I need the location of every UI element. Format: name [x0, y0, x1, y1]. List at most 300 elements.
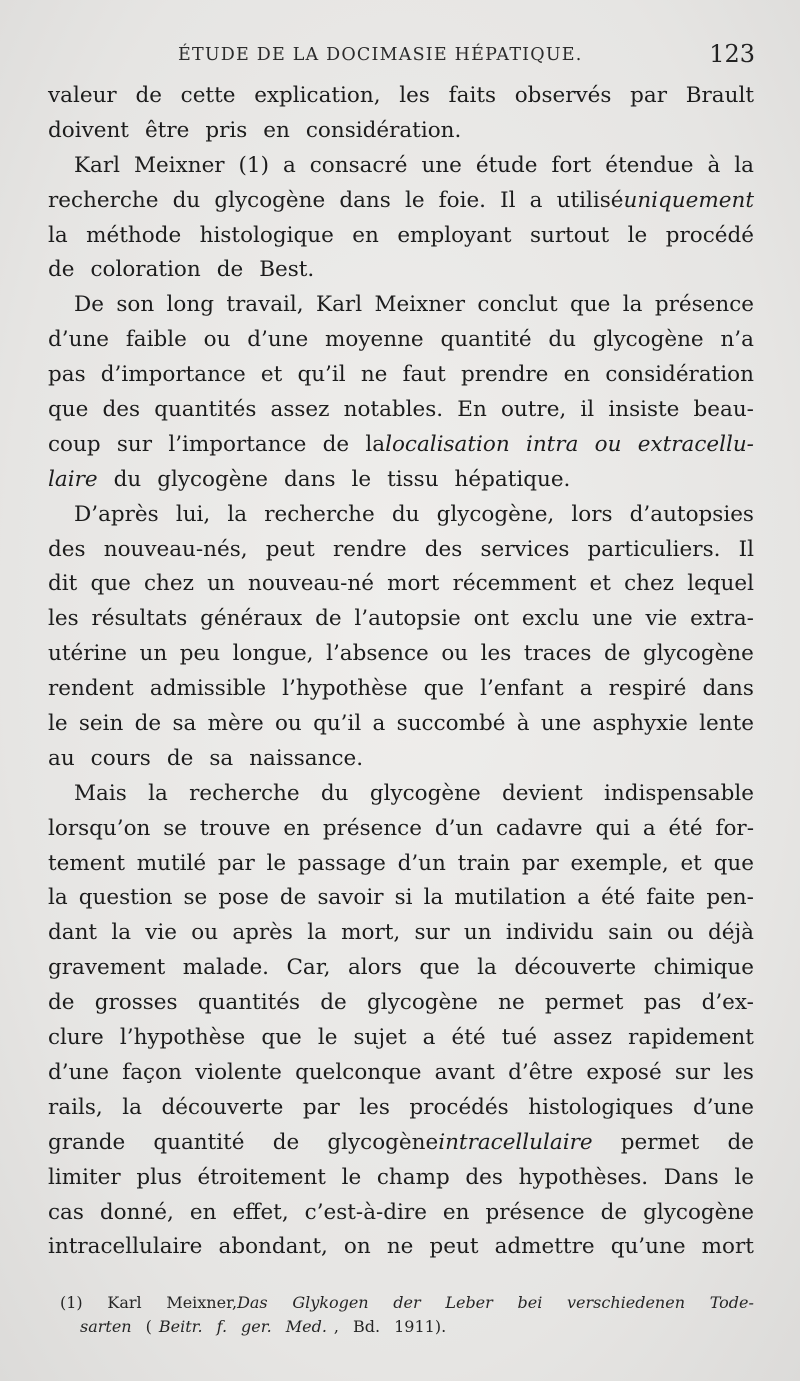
word: vie — [145, 920, 178, 946]
word: malade. — [182, 955, 270, 981]
word: cas — [48, 1199, 84, 1225]
word: de — [315, 606, 342, 632]
word: (1) — [238, 152, 270, 178]
word: recherche — [48, 187, 159, 213]
word: un — [207, 571, 235, 597]
page-number: 123 — [709, 40, 755, 68]
word: dit — [48, 571, 78, 597]
word: mort — [701, 1234, 754, 1260]
body-text — [48, 79, 754, 1265]
word: passage — [297, 850, 386, 876]
word: ger. — [241, 1317, 272, 1336]
word: par — [630, 83, 667, 108]
word: peut — [429, 1234, 479, 1260]
word: n’a — [720, 327, 754, 353]
word: la — [111, 920, 132, 946]
word: étroitement — [197, 1164, 326, 1190]
word: Karl — [107, 1293, 142, 1312]
word: recherche — [264, 501, 375, 527]
word: quantités — [197, 990, 301, 1016]
word: une — [540, 711, 582, 737]
lines-line — [48, 951, 754, 986]
word: hépatique. — [454, 466, 571, 492]
word: qu’il — [313, 711, 362, 737]
word: train — [457, 850, 511, 876]
word: que — [48, 397, 89, 423]
word: d’importance — [100, 362, 246, 388]
word: indispensable — [604, 780, 754, 806]
word: son — [116, 292, 155, 318]
lines-line — [48, 114, 754, 149]
word: lors — [571, 501, 613, 527]
word: la — [307, 920, 327, 946]
word: le — [351, 466, 372, 492]
lines-line — [48, 184, 754, 219]
word: succombé — [396, 711, 506, 737]
word: verschiedenen — [567, 1293, 686, 1312]
word: mutilation — [454, 885, 567, 911]
word: les — [359, 1094, 390, 1120]
word: violente — [195, 1059, 282, 1085]
word: question — [78, 885, 173, 911]
footnote-line — [60, 1315, 754, 1339]
word: rendent — [48, 676, 134, 702]
word: beau- — [693, 397, 754, 423]
word: mort, — [341, 920, 401, 946]
word: ne — [360, 362, 388, 388]
word: dant — [48, 920, 98, 946]
word: Bd. — [353, 1317, 381, 1336]
word: le — [266, 850, 287, 876]
word: avant — [434, 1059, 495, 1085]
word: utérine — [48, 641, 127, 667]
word: sa — [172, 711, 197, 737]
word: de — [272, 1129, 300, 1155]
word: glycogène — [643, 641, 754, 667]
word: du — [172, 187, 201, 213]
word: d’ex- — [701, 990, 754, 1016]
word: ou — [441, 641, 469, 667]
word: et — [589, 571, 611, 597]
word: cette — [180, 83, 236, 108]
lines-line — [48, 393, 754, 428]
word: le — [404, 187, 425, 213]
word: ou — [274, 711, 302, 737]
word: pas — [643, 990, 682, 1016]
word: que — [423, 676, 464, 702]
word: une — [592, 606, 633, 632]
word: long — [166, 292, 214, 318]
word: En — [457, 397, 487, 423]
word: considération — [605, 362, 754, 388]
word: savoir — [317, 885, 384, 911]
word: lequel — [687, 571, 754, 597]
word: Tode- — [709, 1293, 754, 1312]
word: étude — [475, 152, 538, 178]
word: a — [579, 676, 593, 702]
word: notables. — [343, 397, 444, 423]
word: Il — [738, 536, 754, 562]
word: travail, — [226, 292, 304, 318]
word: chez — [143, 571, 194, 597]
word: découverte — [161, 1094, 284, 1120]
word: les — [723, 1059, 754, 1085]
word: un — [463, 920, 492, 946]
word: les — [399, 83, 430, 108]
word: qui — [595, 815, 630, 841]
word: extra- — [690, 606, 754, 632]
word: Meixner,Das — [166, 1293, 268, 1312]
word: du — [320, 780, 349, 806]
word: alors — [347, 955, 402, 981]
word: en — [352, 222, 379, 248]
word: sa — [209, 745, 234, 771]
word: de — [216, 257, 244, 283]
word: d’autopsies — [629, 501, 754, 527]
word: gravement — [48, 955, 166, 981]
lines-line — [48, 428, 754, 463]
word: étendue — [605, 152, 694, 178]
word: un — [139, 641, 168, 667]
word: d’une — [48, 1059, 110, 1085]
word: l’importance — [168, 431, 307, 457]
word: on — [343, 1234, 371, 1260]
word: tué — [501, 1025, 537, 1051]
word: quantité — [440, 327, 532, 353]
word: ou — [191, 920, 219, 946]
word: que — [90, 571, 131, 597]
word: qu’il — [297, 362, 346, 388]
word: peut — [265, 536, 315, 562]
word: a — [372, 711, 386, 737]
word: à — [707, 152, 721, 178]
word: coup — [48, 431, 101, 457]
word: a — [529, 187, 543, 213]
word: coloration — [90, 257, 201, 283]
word: permet — [544, 990, 624, 1016]
word: sur — [674, 1059, 711, 1085]
word: tissu — [387, 466, 439, 492]
word: des — [424, 536, 463, 562]
word: d’être — [508, 1059, 574, 1085]
word: été — [451, 1025, 486, 1051]
word: Mais — [74, 780, 127, 806]
word: d’une — [48, 327, 110, 353]
word: assez — [270, 397, 330, 423]
word: la — [48, 885, 68, 911]
word: la — [48, 222, 68, 248]
page-header — [48, 40, 755, 74]
word: quelconque — [295, 1059, 422, 1085]
word: clure — [48, 1025, 104, 1051]
lines-line — [48, 498, 754, 533]
word: pen- — [706, 885, 754, 911]
word: D’après — [74, 501, 159, 527]
word: par — [302, 1094, 340, 1120]
lines-line — [48, 323, 754, 358]
lines-line — [48, 1126, 754, 1161]
word: Best. — [259, 257, 315, 283]
word: rapidement — [628, 1025, 754, 1051]
lines-line — [48, 533, 754, 568]
word: a — [282, 152, 296, 178]
word: et — [260, 362, 283, 388]
word: glycogène, — [436, 501, 555, 527]
word: Glykogen — [292, 1293, 369, 1312]
word: ont — [473, 606, 510, 632]
word: la — [477, 955, 497, 981]
word: respiré — [608, 676, 687, 702]
word: exclu — [521, 606, 580, 632]
word: Meixner — [374, 292, 466, 318]
word: en — [283, 815, 310, 841]
word: admissible — [149, 676, 267, 702]
word: sur — [116, 431, 153, 457]
word: par — [217, 850, 255, 876]
word: rendre — [332, 536, 407, 562]
word: chez — [624, 571, 675, 597]
word: de — [603, 641, 631, 667]
word: lente — [699, 711, 754, 737]
word: ne — [386, 1234, 414, 1260]
word: (1) — [60, 1293, 83, 1312]
word: de — [48, 990, 75, 1016]
word: déjà — [708, 920, 754, 946]
word: naissance. — [249, 745, 364, 771]
word: Leber — [445, 1293, 493, 1312]
word: limiter — [48, 1164, 121, 1190]
word: de — [322, 431, 350, 457]
word: lorsqu’on — [48, 815, 151, 841]
word: donné, — [99, 1199, 174, 1225]
word: glycogène — [157, 466, 269, 492]
word: surtout — [529, 222, 610, 248]
word: l’autopsie — [354, 606, 461, 632]
word: explication, — [254, 83, 381, 108]
word: chimique — [653, 955, 754, 981]
word: procédés — [409, 1094, 509, 1120]
word: glycogène — [369, 780, 481, 806]
word: Karl — [74, 152, 121, 178]
word: le — [627, 222, 648, 248]
word: façon — [122, 1059, 182, 1085]
word: Il — [500, 187, 516, 213]
word: la — [423, 885, 444, 911]
lines-line — [48, 707, 754, 742]
word: nouveau-né — [247, 571, 374, 597]
word: a — [642, 815, 656, 841]
lines-line — [48, 637, 754, 672]
word: en — [442, 1199, 470, 1225]
word: quantités — [154, 397, 257, 423]
word: conclut — [477, 292, 558, 318]
footnote — [60, 1291, 754, 1339]
word: traces — [523, 641, 592, 667]
word: effet, — [232, 1199, 289, 1225]
word: bei — [517, 1293, 543, 1312]
word: cours — [90, 745, 151, 771]
word: c’est-à-dire — [304, 1199, 427, 1225]
word: ou — [203, 327, 231, 353]
word: des — [48, 536, 86, 562]
word: les — [480, 641, 512, 667]
word: d’une — [692, 1094, 754, 1120]
word: mutilé — [136, 850, 207, 876]
word: de — [166, 745, 194, 771]
word: outre, — [500, 397, 567, 423]
word: grande — [48, 1129, 126, 1155]
word: l’absence — [326, 641, 429, 667]
word: des — [465, 1164, 503, 1190]
lines-line — [48, 567, 754, 602]
word: insiste — [608, 397, 680, 423]
word: du — [113, 466, 142, 492]
word: services — [480, 536, 570, 562]
word: sein — [78, 711, 124, 737]
word: sain — [608, 920, 653, 946]
word: utiliséuniquement — [556, 187, 754, 213]
footnote-line — [60, 1291, 754, 1315]
word: découverte — [514, 955, 637, 981]
word: observés — [514, 83, 612, 108]
word: exemple, — [570, 850, 669, 876]
word: l’enfant — [480, 676, 564, 702]
word: été — [601, 885, 636, 911]
word: admettre — [494, 1234, 595, 1260]
word: intra — [525, 431, 579, 457]
word: de — [134, 711, 162, 737]
word: dans — [339, 187, 391, 213]
lines-line — [48, 1161, 754, 1196]
word: en — [263, 117, 290, 143]
lines-line — [48, 358, 754, 393]
word: lalocalisation — [365, 431, 510, 457]
word: assez — [553, 1025, 612, 1051]
word: doivent — [48, 117, 129, 143]
word: après — [232, 920, 293, 946]
word: l’hypothèse — [119, 1025, 246, 1051]
word: la — [227, 501, 248, 527]
lines-line — [48, 777, 754, 812]
word: présence — [322, 815, 422, 841]
word: présence — [654, 292, 754, 318]
word: faite — [646, 885, 696, 911]
word: si — [394, 885, 413, 911]
word: abondant, — [218, 1234, 328, 1260]
word: en — [189, 1199, 217, 1225]
word: pose — [218, 885, 269, 911]
word: généraux — [200, 606, 303, 632]
lines-line — [48, 253, 754, 288]
word: Karl — [316, 292, 363, 318]
word: histologique — [199, 222, 334, 248]
word: for- — [715, 815, 754, 841]
running-title: ÉTUDE DE LA DOCIMASIE HÉPATIQUE. — [178, 45, 583, 65]
word: sujet — [353, 1025, 407, 1051]
word: hypothèses. — [518, 1164, 649, 1190]
word: foie. — [438, 187, 487, 213]
lines-line — [48, 1056, 754, 1091]
lines-line — [48, 881, 754, 916]
word: en — [563, 362, 591, 388]
word: histologiques — [528, 1094, 674, 1120]
word: moyenne — [325, 327, 424, 353]
word: qu’une — [610, 1234, 686, 1260]
word: d’un — [397, 850, 446, 876]
word: glycogène — [214, 187, 326, 213]
word: du — [391, 501, 420, 527]
word: pas — [48, 362, 86, 388]
word: dans — [702, 676, 754, 702]
word: être — [144, 117, 190, 143]
word: et — [680, 850, 702, 876]
lines-line — [48, 602, 754, 637]
word: glycogène — [592, 327, 704, 353]
word: le — [341, 1164, 362, 1190]
word: que — [713, 850, 754, 876]
word: pris — [205, 117, 248, 143]
word: plus — [136, 1164, 182, 1190]
word: recherche — [189, 780, 300, 806]
word: Med. , — [285, 1317, 340, 1336]
word: a — [422, 1025, 436, 1051]
word: prendre — [461, 362, 549, 388]
word: que — [419, 955, 460, 981]
word: les — [48, 606, 79, 632]
word: que — [570, 292, 611, 318]
word: cadavre — [496, 815, 583, 841]
word: se — [183, 885, 208, 911]
word: champ — [376, 1164, 450, 1190]
word: du — [548, 327, 577, 353]
word: de — [135, 83, 162, 108]
lines-line — [48, 847, 754, 882]
word: de — [48, 257, 75, 283]
word: récemment — [452, 571, 577, 597]
word: faible — [125, 327, 187, 353]
word: mort — [387, 571, 440, 597]
word: à — [516, 711, 530, 737]
word: glycogèneintracellulaire — [327, 1129, 593, 1155]
word: grosses — [94, 990, 178, 1016]
lines-line — [48, 1021, 754, 1056]
word: Car, — [286, 955, 331, 981]
word: nouveau-nés, — [103, 536, 248, 562]
lines-line — [48, 1196, 754, 1231]
word: le — [734, 1164, 754, 1190]
lines-line — [48, 1091, 754, 1126]
word: der — [393, 1293, 421, 1312]
word: extracellu- — [637, 431, 754, 457]
word: d’une — [247, 327, 309, 353]
word: méthode — [86, 222, 182, 248]
word: longue, — [232, 641, 314, 667]
word: l’hypothèse — [282, 676, 408, 702]
word: ( Beitr. — [145, 1317, 203, 1336]
word: quantité — [153, 1129, 245, 1155]
word: le — [317, 1025, 338, 1051]
lines-line — [48, 288, 754, 323]
word: ne — [498, 990, 525, 1016]
word: faut — [402, 362, 446, 388]
word: peu — [179, 641, 221, 667]
lines-line — [48, 986, 754, 1021]
lines-line — [48, 463, 754, 498]
word: De — [74, 292, 104, 318]
word: permet — [620, 1129, 700, 1155]
word: Meixner — [134, 152, 225, 178]
word: des — [102, 397, 141, 423]
